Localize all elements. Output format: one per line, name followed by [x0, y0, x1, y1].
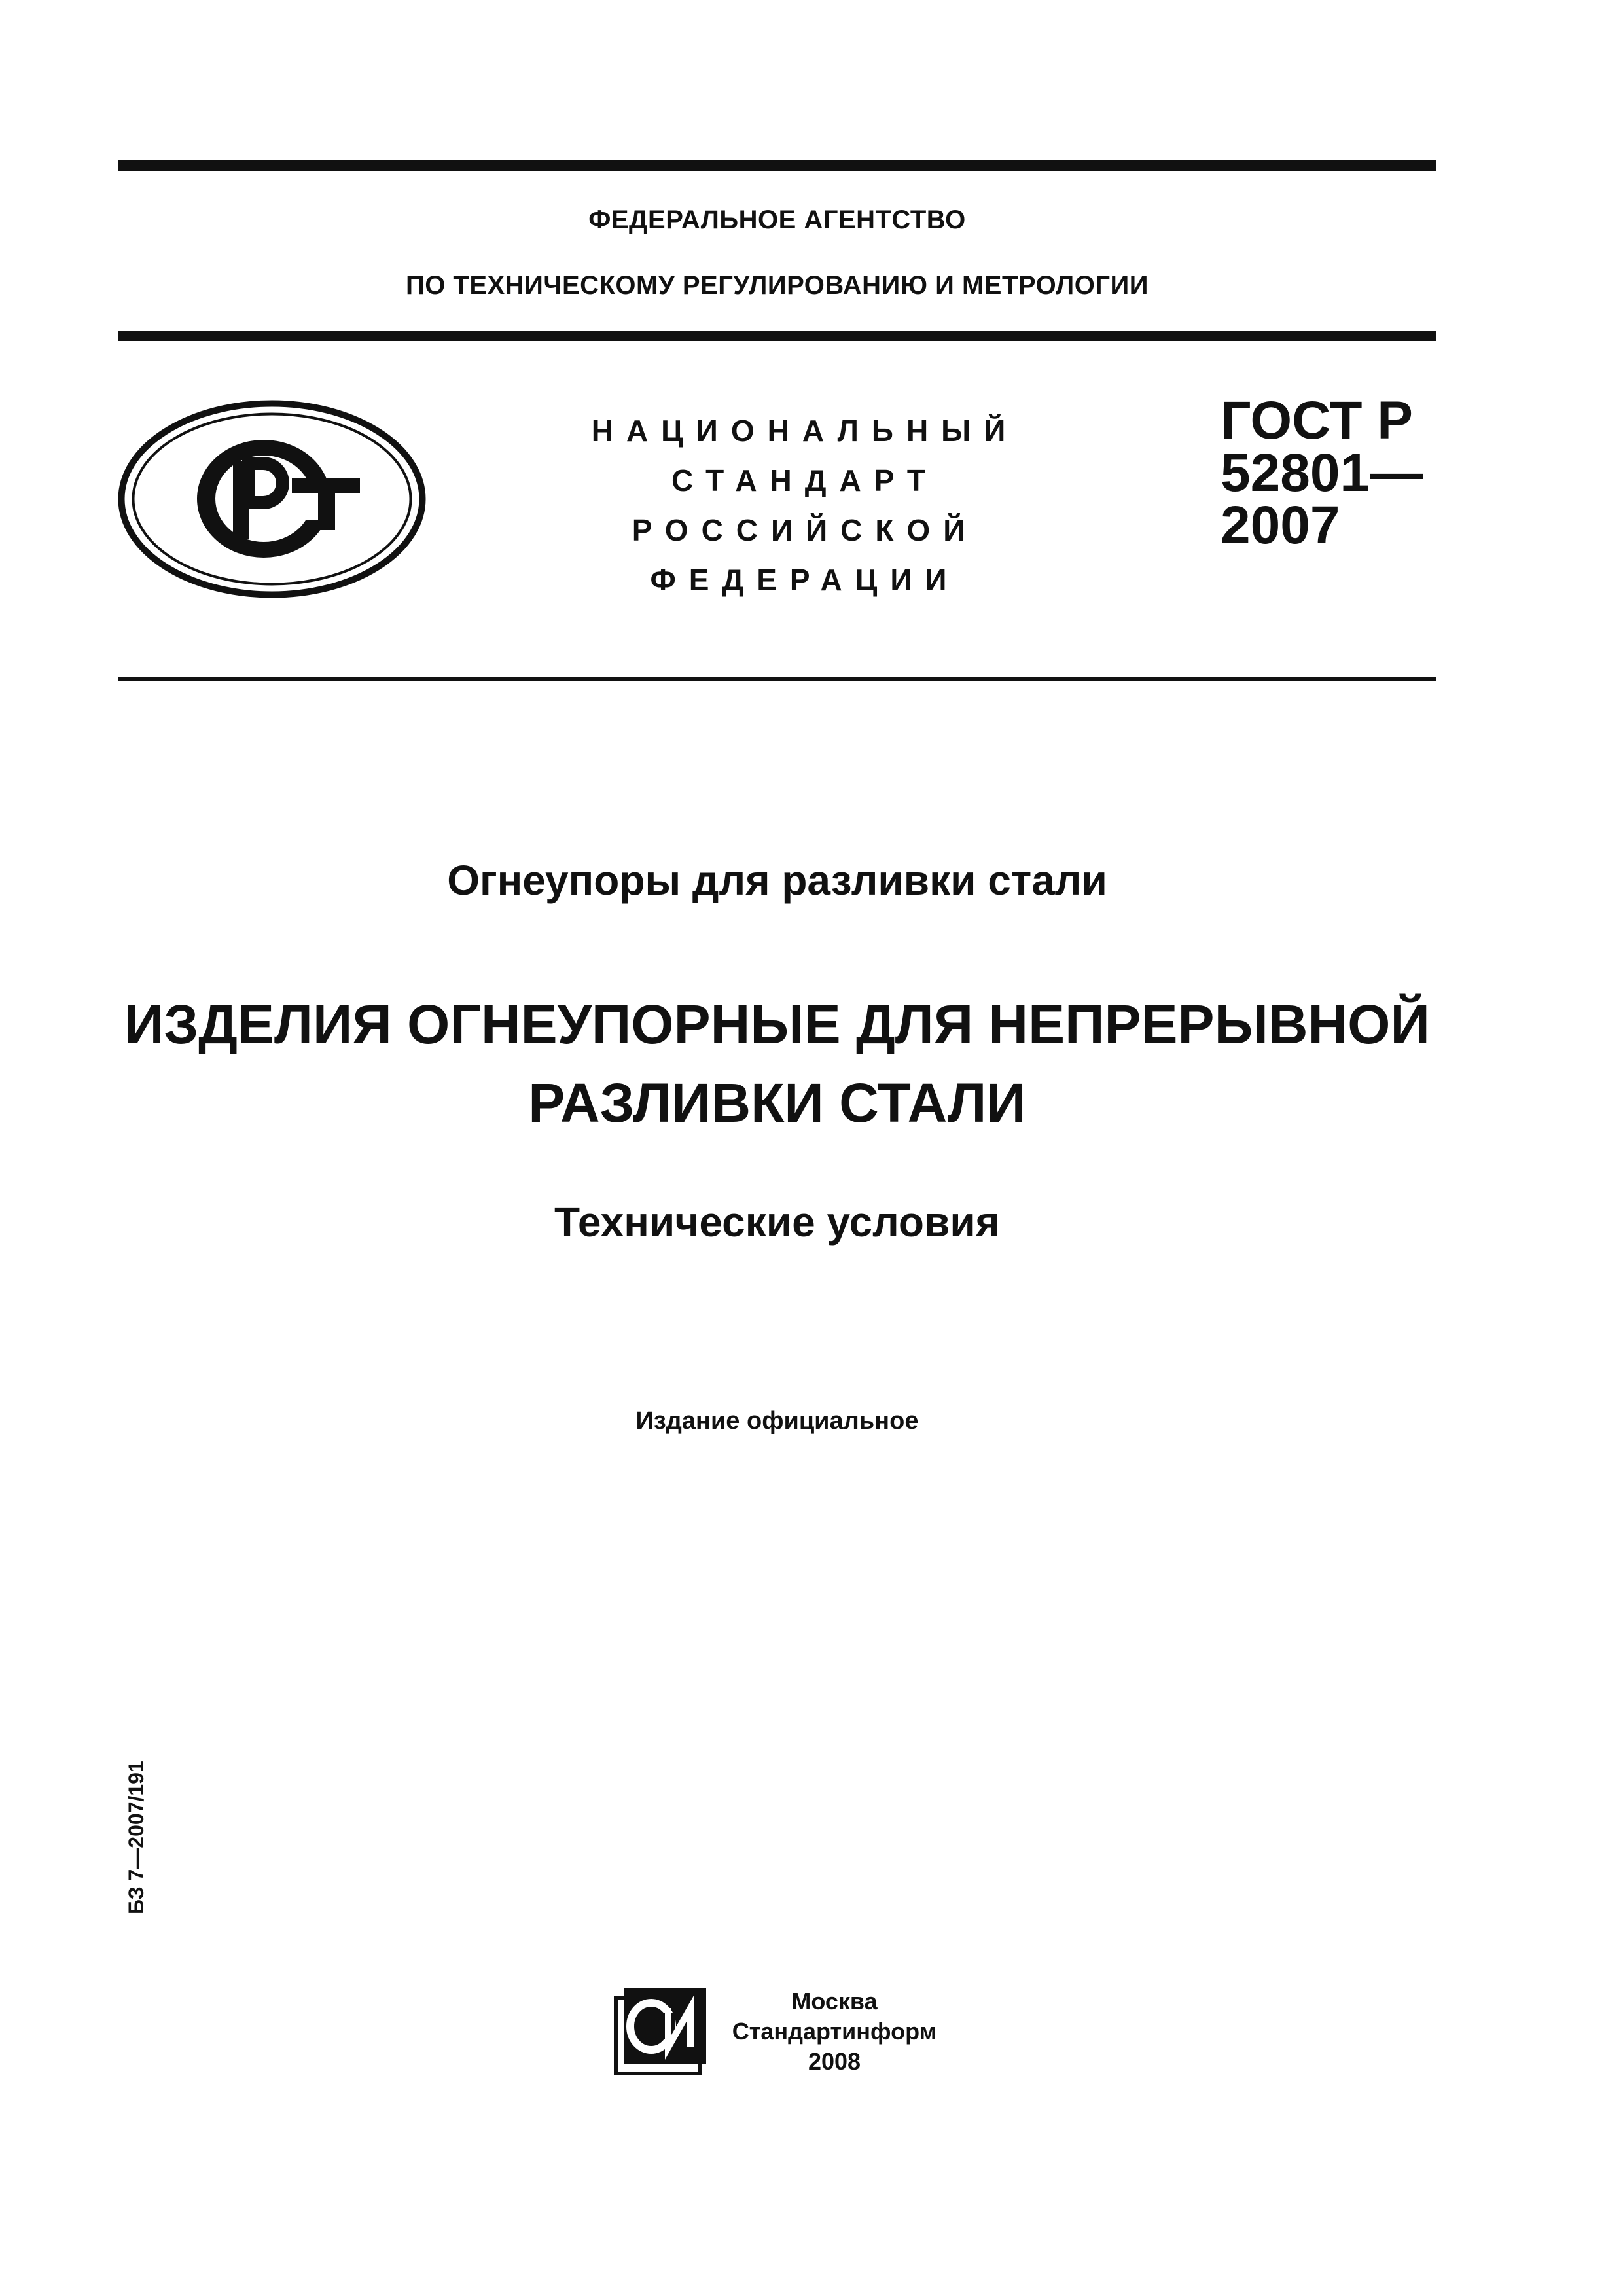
standard-designation — [1221, 391, 1424, 555]
publisher-city: Москва — [791, 1988, 878, 2015]
national-standard-line-3: РОССИЙСКОЙ — [632, 513, 978, 547]
main-title-line-1: ИЗДЕЛИЯ ОГНЕУПОРНЫЕ ДЛЯ НЕПРЕРЫВНОЙ — [124, 994, 1430, 1055]
publisher-year: 2008 — [808, 2048, 861, 2075]
edition-label: Издание официальное — [635, 1407, 919, 1435]
title-subtitle: Технические условия — [554, 1198, 1001, 1246]
top-rule — [118, 160, 1436, 171]
header-rule — [118, 331, 1436, 341]
national-standard-line-1: НАЦИОНАЛЬНЫЙ — [591, 414, 1019, 448]
agency-line-2: ПО ТЕХНИЧЕСКОМУ РЕГУЛИРОВАНИЮ И МЕТРОЛОГИИ — [405, 271, 1149, 300]
designation-line-1: ГОСТ Р — [1221, 391, 1413, 450]
title-group: Огнеупоры для разливки стали — [447, 857, 1107, 904]
main-title-line-2: РАЗЛИВКИ СТАЛИ — [528, 1072, 1026, 1134]
national-standard-block — [563, 406, 1047, 605]
title-rule — [118, 677, 1436, 681]
publisher-block — [717, 1986, 952, 2077]
main-title — [118, 985, 1436, 1142]
national-standard-line-4: ФЕДЕРАЦИИ — [650, 563, 960, 597]
catalog-code: БЗ 7—2007/191 — [124, 1761, 148, 1914]
agency-line-1: ФЕДЕРАЛЬНОЕ АГЕНТСТВО — [588, 206, 966, 234]
standartinform-logo-icon — [612, 1984, 710, 2076]
designation-line-3: 2007 — [1221, 495, 1340, 555]
publisher-name: Стандартинформ — [732, 2018, 937, 2045]
rst-certification-mark-icon — [116, 399, 427, 599]
national-standard-line-2: СТАНДАРТ — [671, 463, 938, 497]
designation-line-2: 52801— — [1221, 443, 1424, 503]
